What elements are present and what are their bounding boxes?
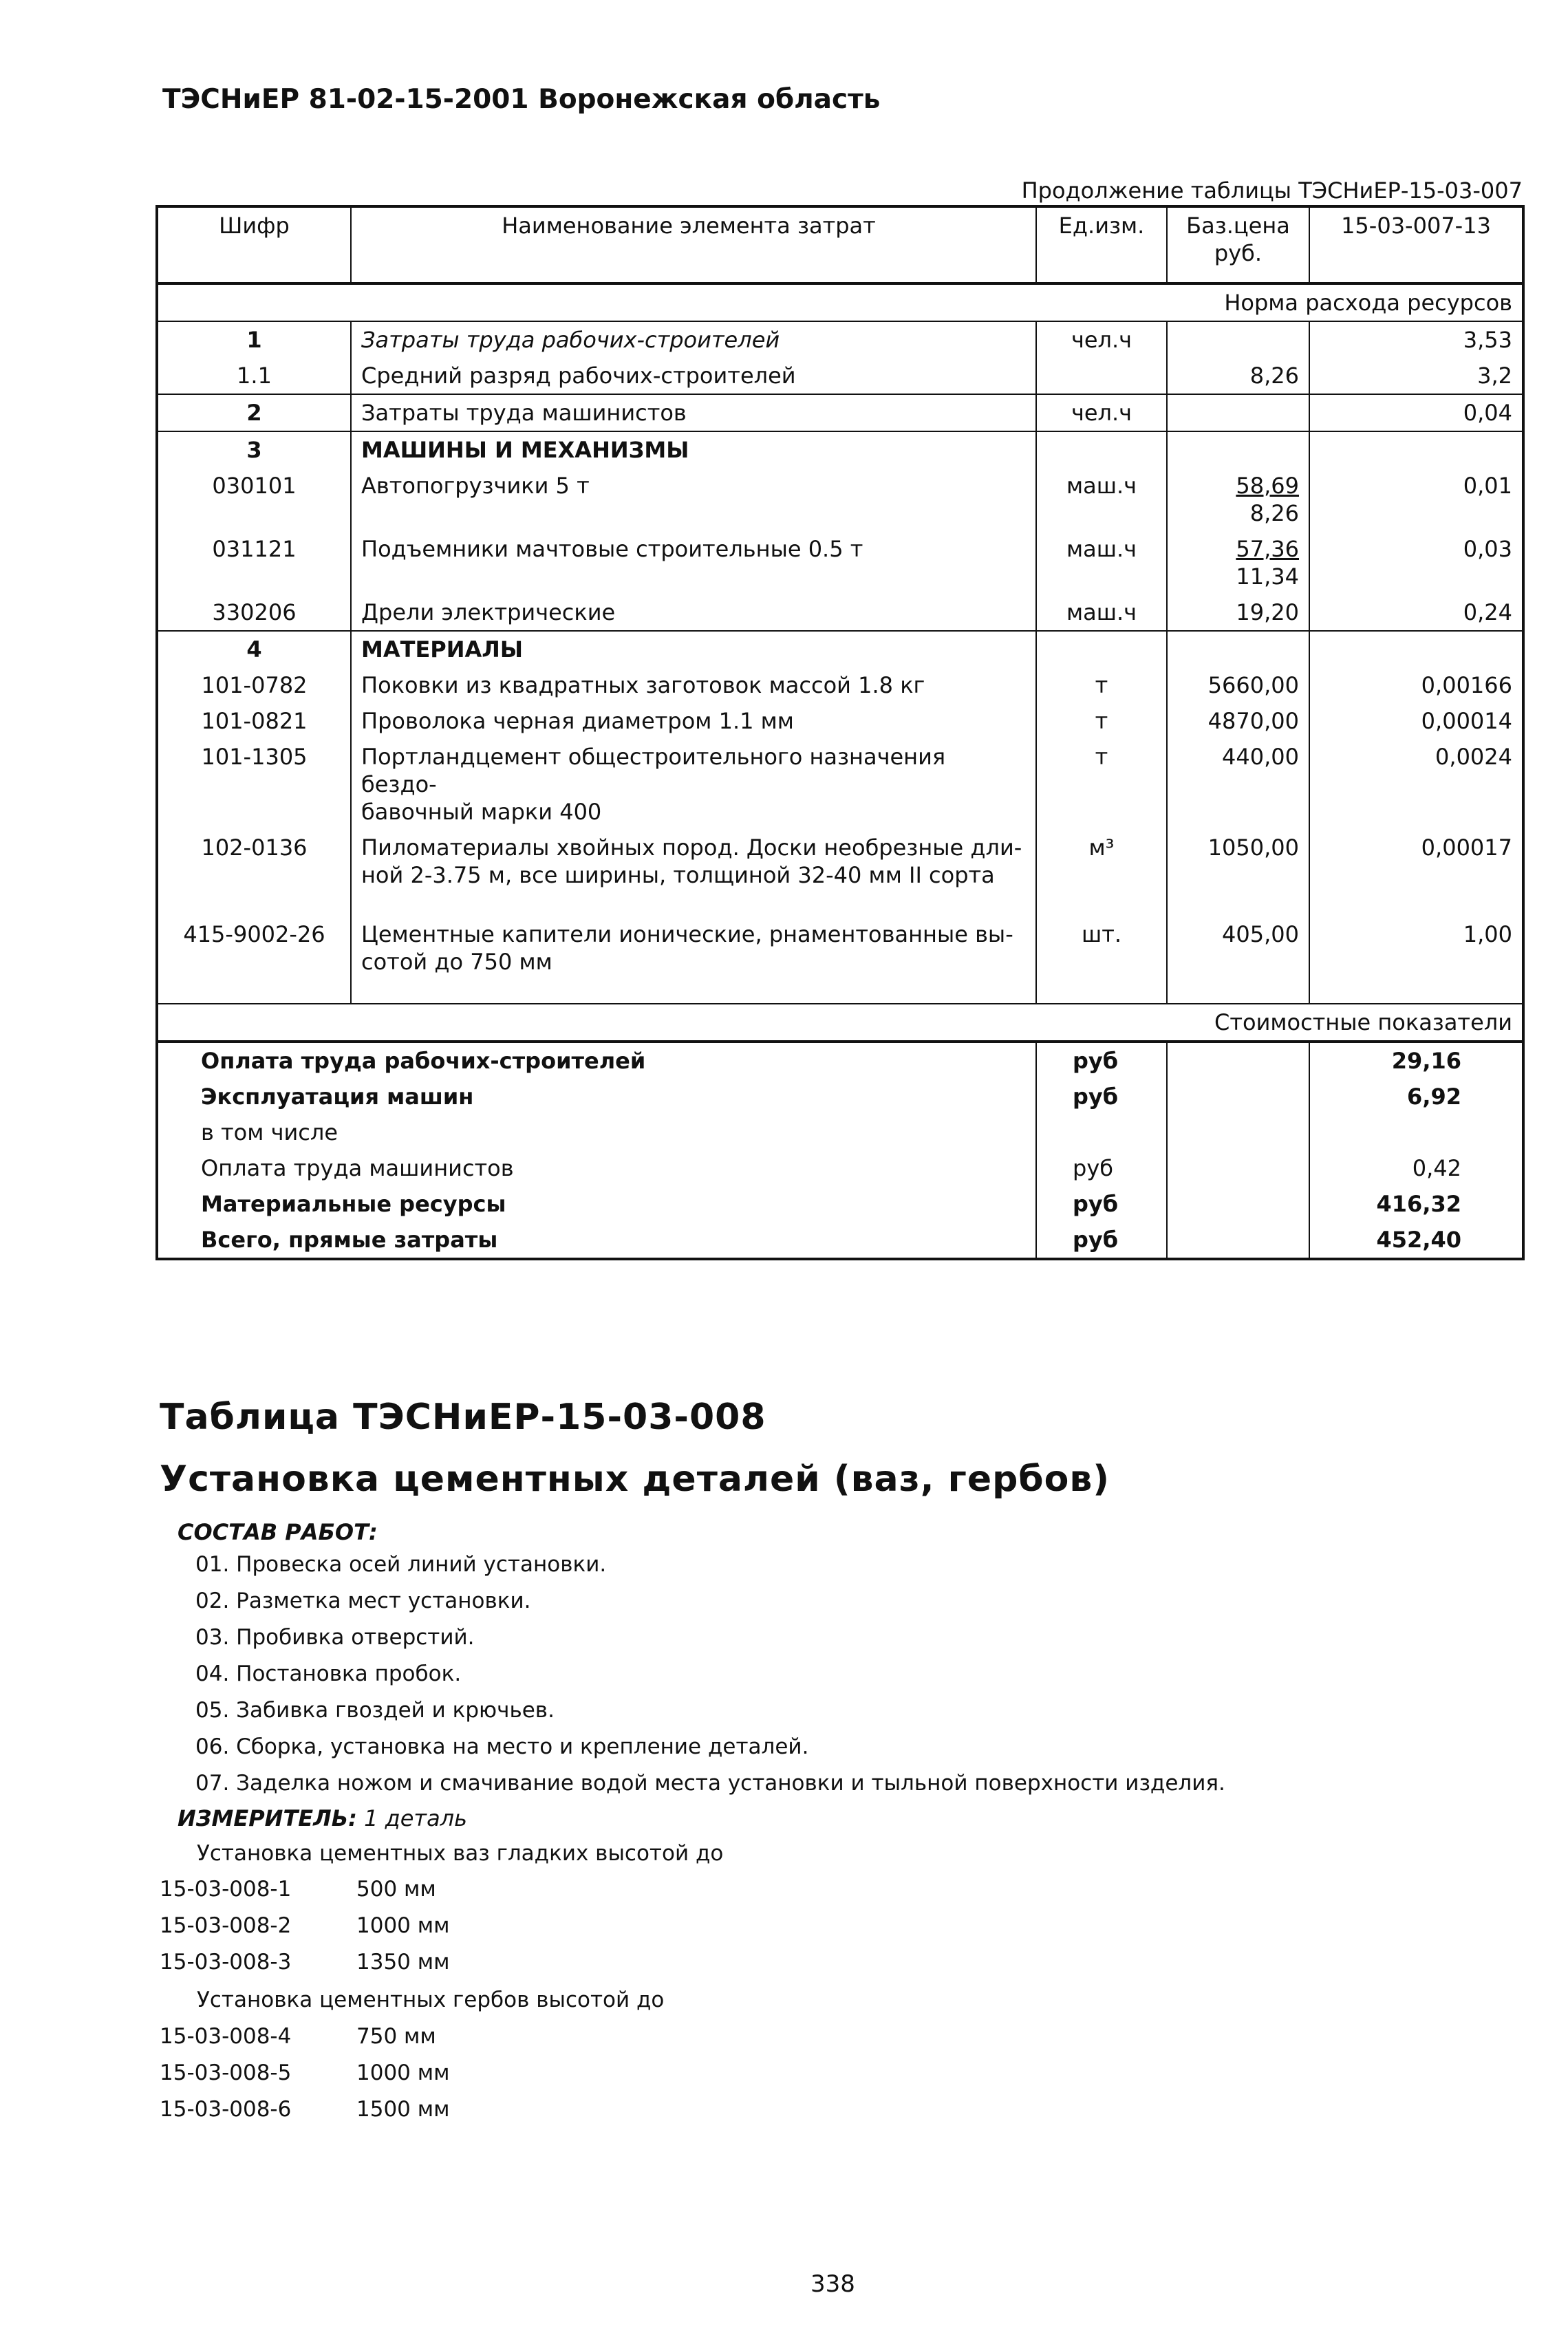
row-unit [1036,358,1167,394]
row-unit: т [1036,667,1167,703]
variant-row [160,1913,450,1938]
variant-code: 15-03-008-5 [160,2060,292,2085]
row-name: Подъемники мачтовые строительные 0.5 т [351,531,1036,594]
row-norm: 0,01 [1463,473,1512,499]
table-row [157,830,1523,893]
row-price-machine: 57,36 [1236,536,1299,562]
row-norm: 0,03 [1463,536,1512,562]
row-name [351,916,1036,980]
variant-code: 15-03-008-1 [160,1877,292,1902]
table-row [157,531,1523,594]
cost-value: 416,32 [1376,1191,1461,1217]
variant-value: 1000 мм [356,2060,450,2085]
row-norm: 0,00014 [1421,708,1512,734]
document-header: ТЭСНиЕР 81-02-15-2001 Воронежская область [162,84,881,115]
row-code: 330206 [157,594,351,631]
page-number: 338 [810,2270,855,2298]
row-price [1167,321,1309,358]
cost-value: 29,16 [1391,1048,1461,1074]
cost-value: 6,92 [1407,1084,1461,1110]
vases-intro: Установка цементных ваз гладких высотой до [197,1841,724,1866]
variant-code: 15-03-008-3 [160,1950,292,1974]
row-name [351,830,1036,893]
row-code: 031121 [157,531,351,594]
row-unit: т [1036,703,1167,739]
column-header-code: Шифр [157,206,351,283]
variant-value: 500 мм [356,1877,436,1902]
measurement-value: 1 деталь [364,1805,467,1831]
measurement-unit-line [178,1805,467,1831]
variant-row [160,2097,450,2122]
list-item: 02. Разметка мест установки. [195,1589,531,1613]
row-price [1167,531,1309,594]
cost-row [157,1115,1523,1150]
measurement-label: ИЗМЕРИТЕЛЬ: [178,1805,357,1831]
row-price-machine: 58,69 [1236,473,1299,499]
table-row [157,667,1523,703]
row-unit: шт. [1036,916,1167,980]
row-name-line: Пиломатериалы хвойных пород. Доски необрезные дли- [361,835,1022,861]
cost-unit [1036,1115,1167,1150]
cost-value: 452,40 [1376,1227,1461,1253]
variant-row [160,1877,436,1902]
row-code: 101-0821 [157,703,351,739]
row-unit: маш.ч [1036,531,1167,594]
row-price: 1050,00 [1167,830,1309,893]
row-price: 8,26 [1167,358,1309,394]
cost-label: в том числе [157,1115,1036,1150]
variant-value: 1350 мм [356,1950,450,1974]
row-code: 030101 [157,468,351,531]
cost-row [157,1150,1523,1186]
section-title: МАТЕРИАЛЫ [351,631,1036,667]
table-row [157,321,1523,358]
section-code: 4 [157,631,351,667]
table-continuation-caption: Продолжение таблицы ТЭСНиЕР-15-03-007 [1021,177,1523,204]
row-code: 1.1 [157,358,351,394]
row-name-line: сотой до 750 мм [361,949,552,975]
row-name: Затраты труда рабочих-строителей [351,321,1036,358]
cost-value: 0,42 [1412,1155,1461,1181]
row-unit: маш.ч [1036,594,1167,631]
row-norm: 1,00 [1463,921,1512,947]
resource-norm-table [155,205,1525,1260]
variant-code: 15-03-008-6 [160,2097,292,2122]
row-code: 1 [157,321,351,358]
row-unit: чел.ч [1036,321,1167,358]
row-price-labor: 11,34 [1236,563,1299,590]
column-header-name: Наименование элемента затрат [351,206,1036,283]
table-row [157,358,1523,394]
row-price: 19,20 [1167,594,1309,631]
row-name: Поковки из квадратных заготовок массой 1.8 кг [351,667,1036,703]
cost-unit: руб [1036,1079,1167,1115]
row-code: 101-1305 [157,739,351,830]
work-composition-label: СОСТАВ РАБОТ: [178,1519,378,1545]
cost-unit: руб [1036,1150,1167,1186]
section-code: 3 [157,431,351,468]
cost-row [157,1186,1523,1222]
row-norm: 0,00166 [1421,672,1512,698]
row-name: Автопогрузчики 5 т [351,468,1036,531]
row-unit: маш.ч [1036,468,1167,531]
variant-row [160,2060,450,2085]
row-price: 440,00 [1167,739,1309,830]
row-price [1167,394,1309,431]
row-name-line: ной 2-3.75 м, все ширины, толщиной 32-40 мм II сорта [361,862,995,888]
row-price: 405,00 [1167,916,1309,980]
row-norm: 0,04 [1309,394,1523,431]
row-code: 101-0782 [157,667,351,703]
row-norm: 3,2 [1477,363,1512,389]
norm-section-header: Норма расхода ресурсов [157,283,1523,321]
cost-row [157,1079,1523,1115]
variant-row [160,1950,450,1974]
variant-value: 1500 мм [356,2097,450,2122]
table-row [157,916,1523,980]
row-name: Затраты труда машинистов [351,394,1036,431]
cost-unit: руб [1036,1186,1167,1222]
row-norm: 0,00017 [1421,835,1512,861]
table-row [157,394,1523,431]
list-item: 03. Пробивка отверстий. [195,1625,475,1650]
row-name: Средний разряд рабочих-строителей [351,358,1036,394]
column-header-price: Баз.цена руб. [1167,206,1309,283]
row-name-line: бавочный марки 400 [361,799,602,825]
table-title: Таблица ТЭСНиЕР-15-03-008 [160,1397,766,1438]
cost-label: Материальные ресурсы [157,1186,1036,1222]
cost-unit: руб [1036,1042,1167,1079]
table-row [157,594,1523,631]
list-item: 05. Забивка гвоздей и крючьев. [195,1698,555,1723]
variant-value: 1000 мм [356,1913,450,1938]
row-code: 415-9002-26 [157,916,351,980]
variant-code: 15-03-008-4 [160,2024,292,2049]
cost-label: Оплата труда машинистов [157,1150,1036,1186]
table-row [157,468,1523,531]
cost-label: Всего, прямые затраты [157,1222,1036,1259]
cost-section-header: Стоимостные показатели [157,1004,1523,1042]
column-header-norm: 15-03-007-13 [1309,206,1523,283]
row-norm: 0,0024 [1435,744,1512,770]
cost-value [1309,1115,1523,1150]
column-header-unit: Ед.изм. [1036,206,1167,283]
row-name [351,739,1036,830]
row-price-labor: 8,26 [1249,500,1299,526]
table-section-row [157,631,1523,667]
variant-code: 15-03-008-2 [160,1913,292,1938]
section-title: МАШИНЫ И МЕХАНИЗМЫ [351,431,1036,468]
row-price: 4870,00 [1167,703,1309,739]
arms-intro: Установка цементных гербов высотой до [197,1988,665,2012]
cost-unit: руб [1036,1222,1167,1259]
list-item: 07. Заделка ножом и смачивание водой места установки и тыльной поверхности изделия. [195,1771,1225,1796]
row-unit: т [1036,739,1167,830]
variant-row [160,2024,436,2049]
cost-label: Эксплуатация машин [157,1079,1036,1115]
row-price [1167,468,1309,531]
row-code: 102-0136 [157,830,351,893]
list-item: 06. Сборка, установка на место и крепление деталей. [195,1734,809,1759]
table-section-row [157,431,1523,468]
work-composition-list [195,1547,1225,1802]
table-header-row [157,206,1523,283]
row-norm: 0,24 [1463,599,1512,625]
table-row [157,739,1523,830]
table-row [157,703,1523,739]
cost-label: Оплата труда рабочих-строителей [157,1042,1036,1079]
row-code: 2 [157,394,351,431]
row-name-line: Портландцемент общестроительного назначения бездо- [361,744,946,797]
list-item: 04. Постановка пробок. [195,1661,462,1686]
variant-value: 750 мм [356,2024,436,2049]
cost-row [157,1042,1523,1079]
row-name-line: Цементные капители ионические, рнаментованные вы- [361,921,1013,947]
row-price: 5660,00 [1167,667,1309,703]
row-unit: м³ [1036,830,1167,893]
cost-row [157,1222,1523,1259]
list-item: 01. Провеска осей линий установки. [195,1552,607,1577]
row-norm: 3,53 [1463,327,1512,353]
row-name: Дрели электрические [351,594,1036,631]
table-subtitle: Установка цементных деталей (ваз, гербов) [160,1459,1110,1500]
row-unit: чел.ч [1036,394,1167,431]
row-name: Проволока черная диаметром 1.1 мм [351,703,1036,739]
